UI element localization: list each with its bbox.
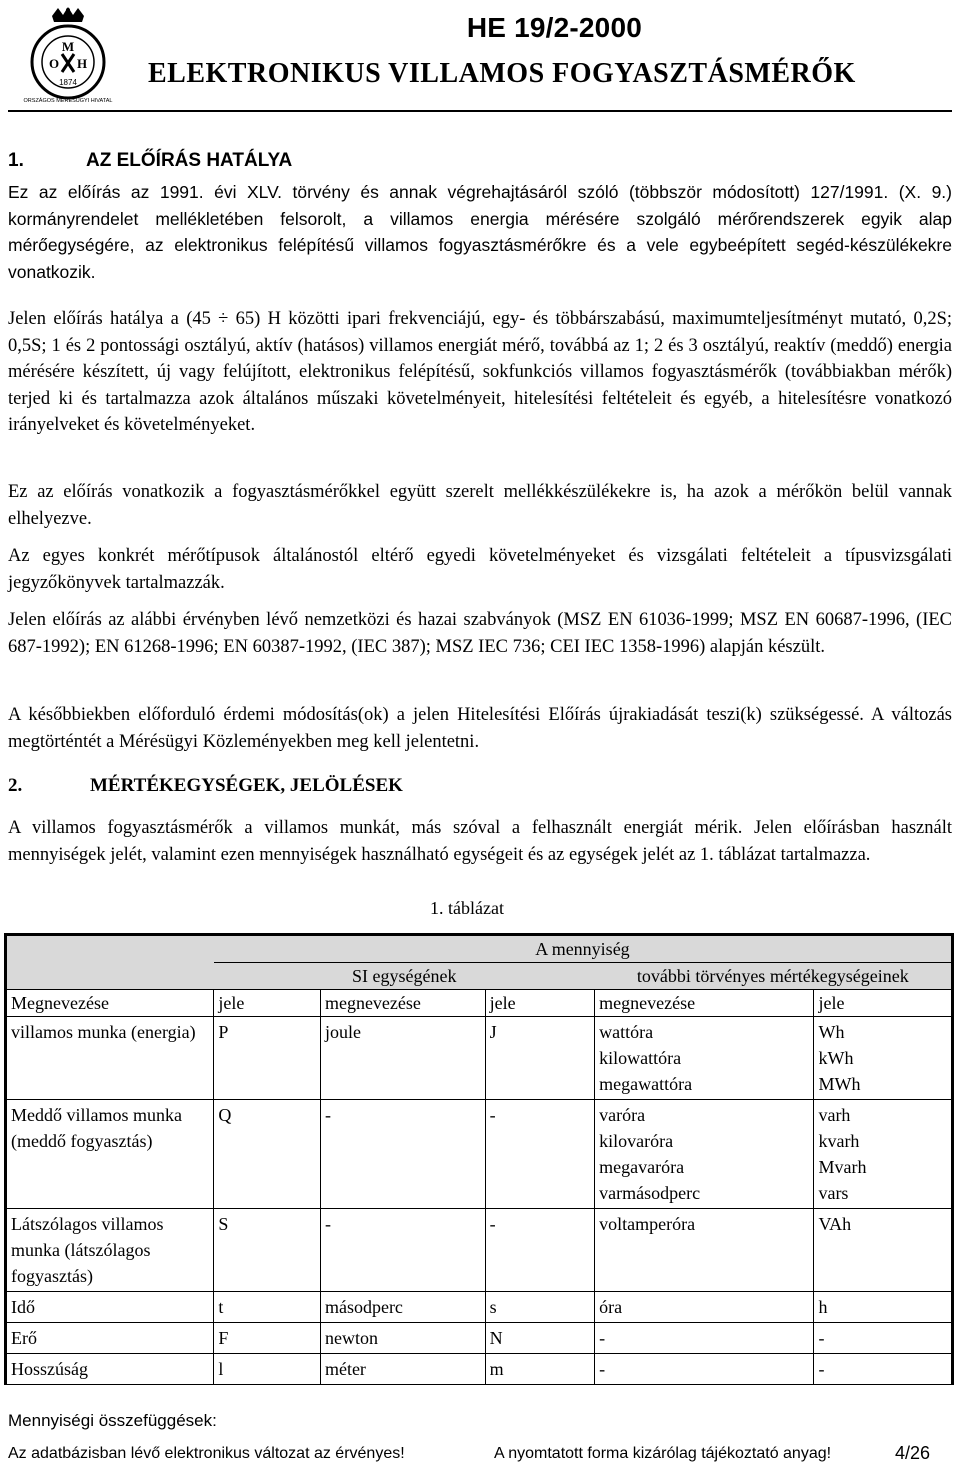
table-row: [6, 1100, 953, 1209]
logo-ring-text: ORSZÁGOS MÉRÉSÜGYI HIVATAL: [23, 98, 113, 102]
row-symbol: P: [214, 1017, 321, 1100]
section-1-number: 1.: [8, 150, 24, 171]
row-other-names: -: [595, 1354, 814, 1385]
unit-name: varmásodperc: [599, 1183, 701, 1203]
row-name: Hosszúság: [6, 1354, 214, 1385]
row-si-name: joule: [320, 1017, 485, 1100]
row-name: villamos munka (energia): [6, 1017, 214, 1100]
logo-year: 1874: [59, 78, 77, 87]
row-symbol: t: [214, 1292, 321, 1323]
unit-symbol: Mvarh: [818, 1157, 867, 1177]
row-symbol: l: [214, 1354, 321, 1385]
table-other-units-header: további törvényes mértékegységeinek: [636, 966, 909, 986]
footer-electronic-note: Az adatbázisban lévő elektronikus változat az érvényes!: [8, 1445, 405, 1462]
units-table: [4, 933, 954, 1385]
row-other-names: [595, 1209, 814, 1292]
row-other-names: óra: [595, 1292, 814, 1323]
row-symbol: S: [214, 1209, 321, 1292]
section-2-number: 2.: [8, 775, 23, 796]
row-other-symbols: -: [814, 1354, 953, 1385]
row-si-symbol: J: [485, 1017, 595, 1100]
unit-name: kilovaróra: [599, 1131, 674, 1151]
row-si-symbol: -: [485, 1100, 595, 1209]
unit-name: megawattóra: [599, 1074, 693, 1094]
table-row: [6, 1017, 953, 1100]
quantity-relations-label: Mennyiségi összefüggések:: [8, 1411, 217, 1430]
row-si-name: másodperc: [320, 1292, 485, 1323]
unit-name: varóra: [599, 1105, 646, 1125]
page-footer: [8, 1443, 952, 1463]
footer-print-note: A nyomtatott forma kizárólag tájékoztató anyag!: [494, 1445, 832, 1462]
row-si-name: méter: [320, 1354, 485, 1385]
omh-crest-icon: [22, 6, 114, 102]
section-1-title: AZ ELŐÍRÁS HATÁLYA: [86, 150, 293, 171]
row-symbol: F: [214, 1323, 321, 1354]
unit-name: voltamperóra: [599, 1214, 696, 1234]
unit-symbol: kWh: [818, 1048, 854, 1068]
table-row: [6, 1292, 953, 1323]
section-2-title: MÉRTÉKEGYSÉGEK, JELÖLÉSEK: [90, 775, 403, 796]
unit-symbol: kvarh: [818, 1131, 860, 1151]
unit-name: kilowattóra: [599, 1048, 682, 1068]
logo-letter-h: H: [76, 56, 88, 71]
table-caption: 1. táblázat: [430, 898, 504, 918]
row-other-symbols: h: [814, 1292, 953, 1323]
row-name: Meddő villamos munka (meddő fogyasztás): [6, 1100, 214, 1209]
section-1-paragraph-1: Ez az előírás az 1991. évi XLV. törvény és annak végrehajtásáról szóló (többször módosított) 127/1991. (X. 9.) kormányrendelet mellékletében felsorolt, a villamos energia mérésére szolgáló mérőrendszerek egyik alap mérőegységére, az elektronikus felépítésű villamos fogyasztásmérőkre és a vele egybeépített segéd-készülékekre vonatkozik.: [8, 182, 952, 282]
table-si-header: SI egységének: [352, 966, 457, 986]
section-2-heading: [8, 775, 403, 797]
row-si-name: newton: [320, 1323, 485, 1354]
row-si-name: -: [320, 1100, 485, 1209]
section-1-paragraph-2: Jelen előírás hatálya a (45 ÷ 65) H közötti ipari frekvenciájú, egy- és többárszabású, maximumteljesítményt mutató, 0,2S; 0,5S; 1 és 2 pontossági osztályú, aktív (hatásos) villamos energiát mérő, továbbá az 1; 2 és 3 osztályú, reaktív (meddő) energia mérésére készített, új vagy felújított, elektronikus felépítésű, sokfunkciós villamos fogyasztásmérők (továbbiakban mérők) terjed ki és tartalmazza azok általános műszaki követelményeit, hitelesítési feltételeit és egyéb, a hitelesítésre vonatkozó irányelveket és követelményeket.: [8, 309, 952, 435]
row-si-symbol: N: [485, 1323, 595, 1354]
section-1-heading: [8, 150, 292, 172]
col-header-si-symbol: jele: [485, 990, 595, 1017]
unit-symbol: varh: [818, 1105, 851, 1125]
col-header-name: Megnevezése: [6, 990, 214, 1017]
unit-symbol: MWh: [818, 1074, 861, 1094]
logo-letter-o: O: [48, 56, 60, 71]
unit-symbol: Wh: [818, 1022, 845, 1042]
section-1-paragraph-4: Az egyes konkrét mérőtípusok általánostól eltérő egyedi követelményeket és vizsgálati feltételeit a típusvizsgálati jegyzőkönyvek tartalmazzák.: [8, 546, 952, 593]
col-header-si-name: megnevezése: [320, 990, 485, 1017]
row-name: Erő: [6, 1323, 214, 1354]
table-group-header: A mennyiség: [214, 935, 953, 963]
row-si-symbol: s: [485, 1292, 595, 1323]
section-1-paragraph-3: Ez az előírás vonatkozik a fogyasztásmérőkkel együtt szerelt mellékkészülékekre is, ha azok a mérőkön belül vannak elhelyezve.: [8, 482, 952, 529]
row-name: Látszólagos villamos munka (látszólagos fogyasztás): [6, 1209, 214, 1292]
row-si-symbol: m: [485, 1354, 595, 1385]
row-other-names: -: [595, 1323, 814, 1354]
row-name: Idő: [6, 1292, 214, 1323]
unit-symbol: VAh: [818, 1214, 852, 1234]
col-header-other-symbol: jele: [814, 990, 953, 1017]
section-1-paragraph-6: A későbbiekben előforduló érdemi módosítás(ok) a jelen Hitelesítési Előírás újrakiadását teszi(k) szükségessé. A változás megtörténtét a Mérésügyi Közleményekben meg kell jelentetni.: [8, 705, 952, 752]
header-divider: [8, 110, 952, 112]
section-1-paragraph-5: Jelen előírás az alábbi érvényben lévő nemzetközi és hazai szabványok (MSZ EN 61036-1999; MSZ EN 60687-1996, (IEC 687-1992); EN 61268-1996; EN 60387-1992, (IEC 387); MSZ IEC 736; CEI IEC 1358-1996) alapján készült.: [8, 610, 952, 657]
row-other-symbols: -: [814, 1323, 953, 1354]
col-header-other-name: megnevezése: [595, 990, 814, 1017]
row-other-names: [595, 1017, 814, 1100]
unit-name: wattóra: [599, 1022, 654, 1042]
unit-name: megavaróra: [599, 1157, 685, 1177]
row-other-symbols: [814, 1017, 953, 1100]
table-row: [6, 1323, 953, 1354]
row-si-name: -: [320, 1209, 485, 1292]
unit-symbol: vars: [818, 1183, 849, 1203]
table-row: [6, 1209, 953, 1292]
table-row: [6, 1354, 953, 1385]
row-si-symbol: -: [485, 1209, 595, 1292]
row-other-symbols: [814, 1209, 953, 1292]
document-code: HE 19/2-2000: [466, 12, 642, 43]
row-other-names: [595, 1100, 814, 1209]
section-2-paragraph-1: A villamos fogyasztásmérők a villamos munkát, más szóval a felhasznált energiát mérik. Jelen előírásban használt mennyiségek jelét, valamint ezen mennyiségek használható egységeit és az egységek jelét az 1. táblázat tartalmazza.: [8, 818, 952, 865]
col-header-symbol: jele: [214, 990, 321, 1017]
document-title: ELEKTRONIKUS VILLAMOS FOGYASZTÁSMÉRŐK: [148, 58, 856, 89]
row-other-symbols: [814, 1100, 953, 1209]
page-number: 4/26: [894, 1443, 930, 1463]
row-symbol: Q: [214, 1100, 321, 1209]
logo-letter-m: M: [61, 39, 75, 54]
